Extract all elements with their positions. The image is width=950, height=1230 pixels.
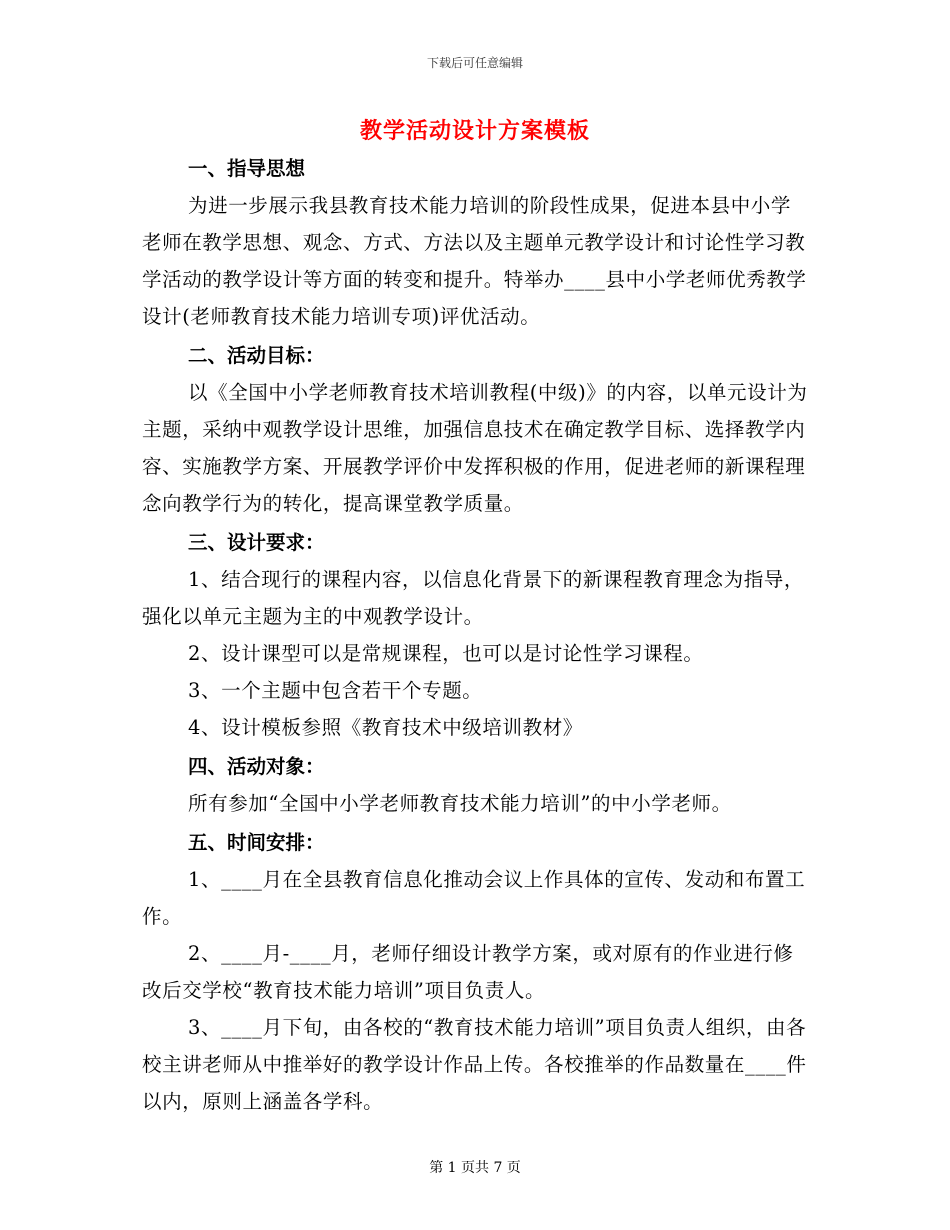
paragraph-requirement-2: 2、设计课型可以是常规课程，也可以是讨论性学习课程。 (188, 642, 704, 665)
paragraph-schedule-1: 1、____月在全县教育信息化推动会议上作具体的宣传、发动和布置工作。 (142, 868, 806, 928)
section-heading-activity-targets: 四、活动对象： (188, 755, 325, 778)
paragraph-requirement-3: 3、一个主题中包含若干个专题。 (188, 679, 483, 702)
paragraph-requirement-4: 4、设计模板参照《教育技术中级培训教材》 (188, 716, 583, 739)
section-heading-guiding-ideology: 一、指导思想 (188, 157, 306, 180)
page-number: 第 1 页共 7 页 (429, 1160, 521, 1176)
paragraph-activity-goals: 以《全国中小学老师教育技术培训教程(中级)》的内容，以单元设计为主题，采纳中观教学设计思维，加强信息技术在确定教学目标、选择教学内容、实施教学方案、开展教学评价中发挥积极的作用，促进老师的新课程理念向教学行为的转化，提高课堂教学质量。 (142, 381, 808, 515)
paragraph-schedule-2: 2、____月-____月，老师仔细设计教学方案，或对原有的作业进行修改后交学校“教育技术能力培训”项目负责人。 (142, 942, 794, 1002)
section-heading-schedule: 五、时间安排： (188, 831, 325, 854)
section-heading-activity-goals: 二、活动目标： (188, 344, 325, 367)
paragraph-schedule-3: 3、____月下旬，由各校的“教育技术能力培训”项目负责人组织，由各校主讲老师从中推举好的教学设计作品上传。各校推举的作品数量在____件以内，原则上涵盖各学科。 (142, 1016, 807, 1113)
paragraph-guiding-ideology: 为进一步展示我县教育技术能力培训的阶段性成果，促进本县中小学老师在教学思想、观念、方式、方法以及主题单元教学设计和讨论性学习教学活动的教学设计等方面的转变和提升。特举办____县中小学老师优秀教学设计(老师教育技术能力培训专项)评优活动。 (142, 194, 807, 328)
document-title: 教学活动设计方案模板 (359, 118, 590, 144)
section-heading-design-requirements: 三、设计要求： (188, 531, 325, 554)
header-note: 下载后可任意编辑 (426, 56, 523, 70)
paragraph-requirement-1: 1、结合现行的课程内容，以信息化背景下的新课程教育理念为指导，强化以单元主题为主的中观教学设计。 (142, 568, 805, 628)
document-body (142, 148, 810, 1120)
paragraph-activity-targets: 所有参加“全国中小学老师教育技术能力培训”的中小学老师。 (188, 792, 732, 815)
